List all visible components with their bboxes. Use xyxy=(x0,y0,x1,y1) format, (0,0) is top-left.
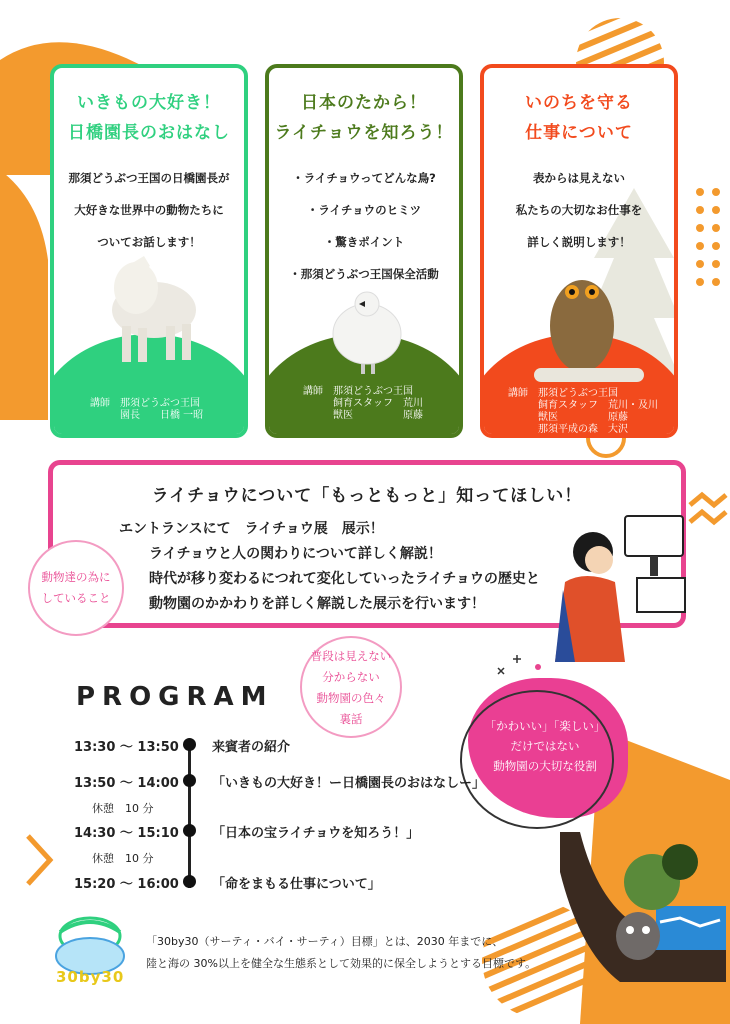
lecturer-info: 講師 那須どうぶつ王国 飼育スタッフ 荒川 獣医 原藤 xyxy=(303,386,423,421)
break-label: 休憩 10 分 xyxy=(92,852,154,865)
timeline-dot xyxy=(183,875,196,888)
timeline-dot xyxy=(183,774,196,787)
lecturer-info: 講師 那須どうぶつ王国 園長 日橋 一昭 xyxy=(90,398,204,421)
program-label: 「いきもの大好き！ー日橋園長のおはなしー」 xyxy=(212,776,486,791)
card-ptarmigan xyxy=(265,64,463,438)
timeline-dot xyxy=(183,738,196,751)
wolf-icon xyxy=(94,248,214,368)
program-time: 13:50 ～ 14:00 xyxy=(74,776,179,791)
program-label: 「日本の宝ライチョウを知ろう！」 xyxy=(212,826,420,841)
owl-icon xyxy=(534,264,644,384)
card-protect-life xyxy=(480,64,678,438)
card-title: 日本のたから！ ライチョウを知ろう！ xyxy=(274,93,454,143)
program-heading: PROGRAM xyxy=(76,682,274,712)
program-label: 「命をまもる仕事について」 xyxy=(212,877,381,892)
forest-illustration xyxy=(560,832,726,1018)
lecturer-info: 講師 那須どうぶつ王国 飼育スタッフ 荒川・及川 獣医 原藤 那須平成の森 大沢 xyxy=(508,388,658,435)
program-label: 来賓者の紹介 xyxy=(212,740,291,755)
timeline-dot xyxy=(183,824,196,837)
program-time: 13:30 ～ 13:50 xyxy=(74,740,179,755)
program-time: 15:20 ～ 16:00 xyxy=(74,877,179,892)
card-title: いきもの大好き！ 日橋園長のおはなし xyxy=(68,93,230,143)
card-body: 那須どうぶつ王国の日橋園長が 大好きな世界中の動物たちに ついてお話します！ xyxy=(68,171,230,249)
banner-title: ライチョウについて「もっともっと」知ってほしい！ xyxy=(151,486,583,506)
role-bubble-text: 「かわいい」「楽しい」 だけではない 動物園の大切な役割 xyxy=(484,719,606,773)
card-body: 表からは見えない 私たちの大切なお仕事を 詳しく説明します！ xyxy=(515,171,643,249)
logo-text: 30by30 xyxy=(56,968,125,986)
card-title: いのちを守る 仕事について xyxy=(525,93,633,143)
card-director-talk xyxy=(50,64,248,438)
backstage-bubble: 普段は見えない 分からない 動物園の色々 裏話 xyxy=(300,636,402,738)
break-label: 休憩 10 分 xyxy=(92,802,154,815)
ptarmigan-icon xyxy=(327,286,407,376)
footer-text: 「30by30（サーティ・バイ・サーティ）目標」とは、2030 年までに、 陸と海の 30%以上を健全な生態系として効果的に保全しようとする目標です。 xyxy=(146,935,537,970)
researcher-microscope-icon xyxy=(555,512,695,662)
timeline-line xyxy=(188,742,191,888)
program-time: 14:30 ～ 15:10 xyxy=(74,826,179,841)
card-body: ・ライチョウってどんな鳥? ・ライチョウのヒミツ ・驚きポイント ・那須どうぶつ王国保全活動 xyxy=(289,171,439,281)
purpose-circle: 動物達の為に していること xyxy=(28,540,124,636)
banner-text: エントランスにて ライチョウ展 展示！ ライチョウと人の関わりについて詳しく解説！ 時代が移り変わるにつれて変化していったライチョウの歴史と 動物園のかかわりを詳しく解説した展示を行います！ xyxy=(119,521,540,612)
